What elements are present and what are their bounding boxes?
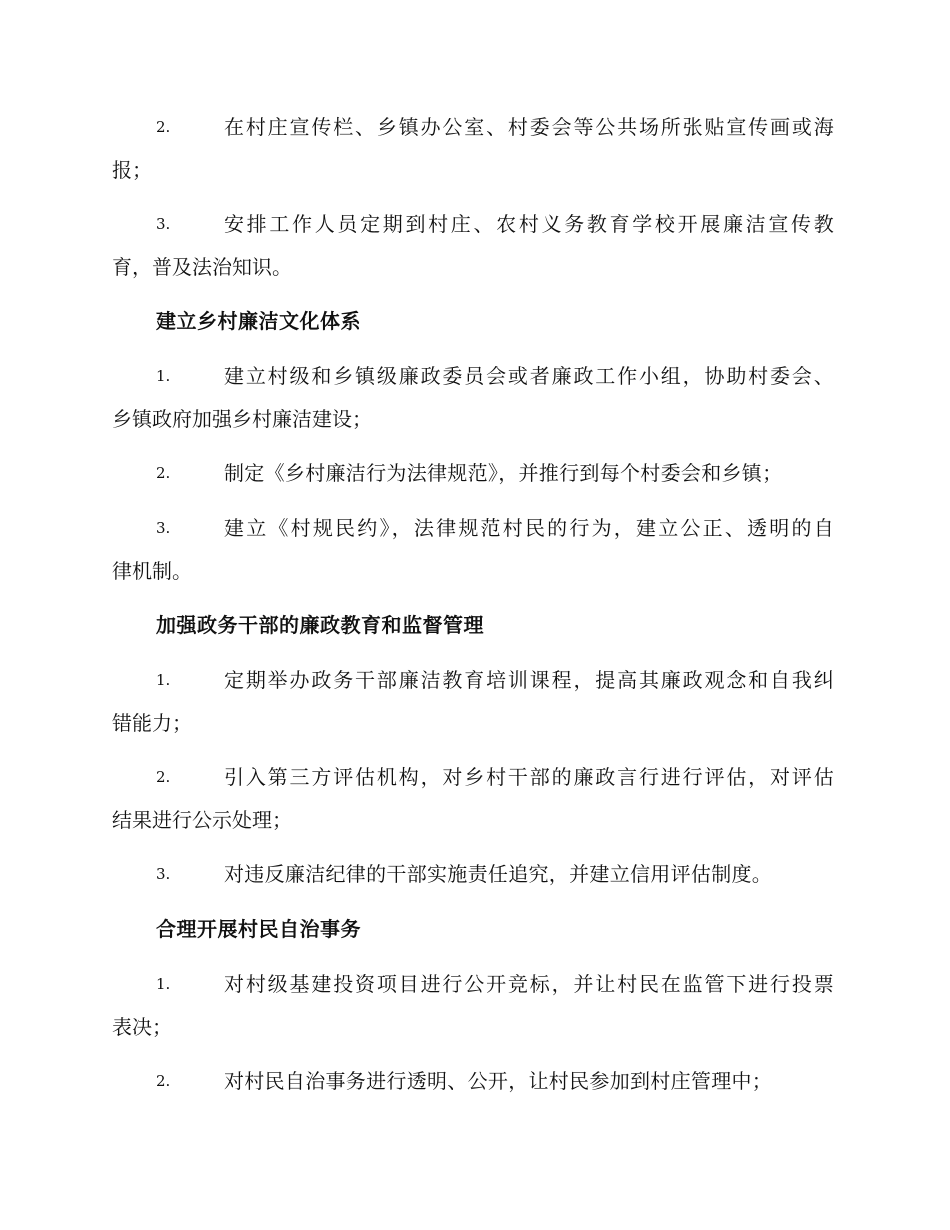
item-text-line-1: 定期举办政务干部廉洁教育培训课程，提高其廉政观念和自我纠 [224, 668, 834, 692]
item-text-line-1: 安排工作人员定期到村庄、农村义务教育学校开展廉洁宣传教 [224, 212, 834, 236]
list-item [112, 756, 834, 842]
item-text-line-1: 制定《乡村廉洁行为法律规范》，并推行到每个村委会和乡镇； [224, 461, 783, 485]
item-number: 3. [156, 865, 171, 883]
item-number: 2. [156, 1072, 171, 1090]
list-item [112, 853, 834, 896]
item-number: 2. [156, 118, 171, 136]
item-text-line-1: 建立村级和乡镇级廉政委员会或者廉政工作小组，协助村委会、 [224, 364, 834, 388]
item-text-line-1: 对违反廉洁纪律的干部实施责任追究，并建立信用评估制度。 [224, 862, 773, 886]
item-text-line-1: 对村级基建投资项目进行公开竞标，并让村民在监管下进行投票 [224, 972, 834, 996]
list-item [112, 203, 834, 289]
item-text-line-2: 表决； [112, 1015, 172, 1039]
item-text-line-2: 律机制。 [112, 559, 192, 583]
item-text-line-2: 报； [112, 158, 152, 182]
list-item [112, 659, 834, 745]
list-item [112, 452, 834, 495]
item-text-line-2: 乡镇政府加强乡村廉洁建设； [112, 407, 372, 431]
list-item [112, 355, 834, 441]
item-text-line-2: 错能力； [112, 711, 192, 735]
section-heading: 加强政务干部的廉政教育和监督管理 [156, 613, 484, 637]
item-number: 1. [156, 367, 171, 385]
item-number: 1. [156, 671, 171, 689]
item-number: 1. [156, 975, 171, 993]
item-text-line-1: 对村民自治事务进行透明、公开，让村民参加到村庄管理中； [224, 1069, 773, 1093]
list-item [112, 1060, 834, 1103]
list-item [112, 963, 834, 1049]
item-text-line-2: 结果进行公示处理； [112, 808, 292, 832]
item-text-line-1: 在村庄宣传栏、乡镇办公室、村委会等公共场所张贴宣传画或海 [224, 115, 834, 139]
item-number: 3. [156, 519, 171, 537]
item-number: 3. [156, 215, 171, 233]
list-item [112, 106, 834, 192]
section-heading: 建立乡村廉洁文化体系 [156, 309, 361, 333]
list-item [112, 507, 834, 593]
item-number: 2. [156, 768, 171, 786]
item-text-line-1: 建立《村规民约》，法律规范村民的行为，建立公正、透明的自 [224, 516, 834, 540]
item-number: 2. [156, 464, 171, 482]
item-text-line-2: 育，普及法治知识。 [112, 255, 292, 279]
item-text-line-1: 引入第三方评估机构，对乡村干部的廉政言行进行评估，对评估 [224, 765, 834, 789]
section-heading: 合理开展村民自治事务 [156, 917, 361, 941]
